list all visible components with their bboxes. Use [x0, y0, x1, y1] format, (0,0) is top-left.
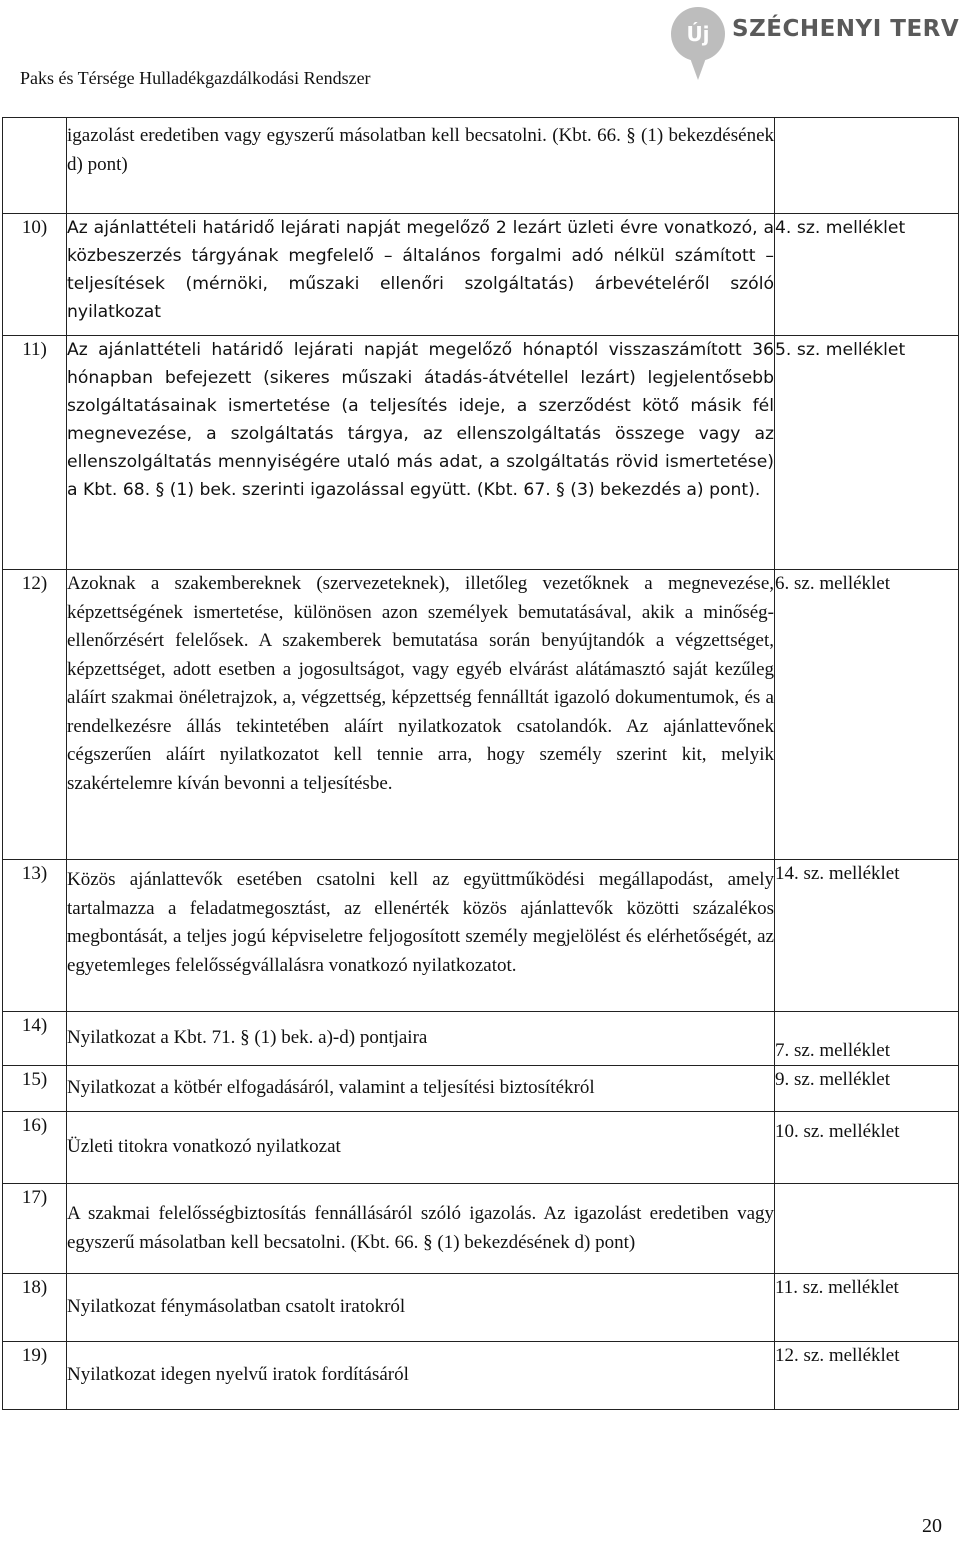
row-text: Nyilatkozat a kötbér elfogadásáról, valamint a teljesítési biztosítékról	[67, 1066, 775, 1112]
row-text: Azoknak a szakembereknek (szervezeteknek), illetőleg vezetőknek a megnevezése, képzettségének ismertetése, különösen azon személyek bemutatásával, akik a minőség-ellenőrzésért felelősek. A szakemberek bemutatása során benyújtandók a végzettséget, képzettséget, adott esetben a jogosultságot, vagy egyéb elvárást alátámasztó saját kezűleg aláírt szakmai önéletrajzok, a, végzettség, képzettség fennálltát igazoló dokumentumok, és a rendelkezésre állás tekintetében aláírt nyilatkozatok csatolandók. Az ajánlattevőnek cégszerűen aláírt nyilatkozatot kell tennie arra, hogy személy szerint kit, melyik szakértelemre kíván bevonni a teljesítésbe.	[67, 570, 775, 860]
row-number: 19)	[3, 1342, 67, 1410]
logo-mark-text: Új	[686, 22, 710, 46]
row-text: Üzleti titokra vonatkozó nyilatkozat	[67, 1112, 775, 1184]
table-row	[3, 570, 959, 860]
row-number: 10)	[3, 214, 67, 336]
row-number	[3, 118, 67, 214]
table-row	[3, 1066, 959, 1112]
row-number: 17)	[3, 1184, 67, 1274]
row-number: 16)	[3, 1112, 67, 1184]
row-text: Közös ajánlattevők esetében csatolni kell az együttműködési megállapodást, amely tartalmazza a feladatmegosztást, az ellenérték közös ajánlattevők közötti százalékos megbontását, a teljes jogú képviseletre feljogosított személy megjelölést és elérhetőségét, az egyetemleges felelősségvállalásra vonatkozó nyilatkozatot.	[67, 860, 775, 1012]
document-title: Paks és Térsége Hulladékgazdálkodási Rendszer	[20, 68, 371, 88]
row-number: 12)	[3, 570, 67, 860]
row-attachment: 4. sz. melléklet	[775, 214, 959, 336]
table-row	[3, 1342, 959, 1410]
row-attachment: 9. sz. melléklet	[775, 1066, 959, 1112]
row-attachment: 5. sz. melléklet	[775, 336, 959, 570]
table-row	[3, 1274, 959, 1342]
row-number: 15)	[3, 1066, 67, 1112]
page-number: 20	[922, 1515, 942, 1537]
row-attachment: 14. sz. melléklet	[775, 860, 959, 1012]
row-number: 11)	[3, 336, 67, 570]
logo-mark-icon	[668, 4, 730, 84]
row-attachment: 12. sz. melléklet	[775, 1342, 959, 1410]
row-text: Az ajánlattételi határidő lejárati napját megelőző 2 lezárt üzleti évre vonatkozó, a közbeszerzés tárgyának megfelelő – általános forgalmi adó nélkül számított – teljesítések (mérnöki, műszaki ellenőri szolgáltatás) árbevételéről szóló nyilatkozat	[67, 214, 775, 336]
row-text: A szakmai felelősségbiztosítás fennállásáról szóló igazolás. Az igazolást eredetiben vagy egyszerű másolatban kell becsatolni. (Kbt. 66. § (1) bekezdésének d) pont)	[67, 1184, 775, 1274]
row-text: Az ajánlattételi határidő lejárati napját megelőző hónaptól visszaszámított 36 hónapban befejezett (sikeres műszaki átadás-átvétellel lezárt) legjelentősebb szolgáltatásainak ismertetése (a teljesítés ideje, a szerződést kötő másik fél megnevezése, a szolgáltatás tárgya, az ellenszolgáltatás összege vagy az ellenszolgáltatás mennyiségére utaló más adat, a szolgáltatás rövid ismertetése) a Kbt. 68. § (1) bek. szerinti igazolással együtt. (Kbt. 67. § (3) bekezdés a) pont).	[67, 336, 775, 570]
table-row	[3, 118, 959, 214]
row-attachment: 10. sz. melléklet	[775, 1112, 959, 1184]
row-text: Nyilatkozat fénymásolatban csatolt iratokról	[67, 1274, 775, 1342]
row-attachment	[775, 1184, 959, 1274]
row-attachment	[775, 118, 959, 214]
row-text: Nyilatkozat a Kbt. 71. § (1) bek. a)-d) pontjaira	[67, 1012, 775, 1066]
logo-text: SZÉCHENYI TERV	[732, 16, 960, 42]
requirements-table	[2, 117, 959, 1410]
table-row	[3, 1184, 959, 1274]
row-attachment: 7. sz. melléklet	[775, 1012, 959, 1066]
table-row	[3, 214, 959, 336]
table-row	[3, 336, 959, 570]
table-row	[3, 860, 959, 1012]
row-text: Nyilatkozat idegen nyelvű iratok fordításáról	[67, 1342, 775, 1410]
row-number: 18)	[3, 1274, 67, 1342]
row-number: 14)	[3, 1012, 67, 1066]
row-attachment: 11. sz. melléklet	[775, 1274, 959, 1342]
table-row	[3, 1012, 959, 1066]
szechenyi-terv-logo	[668, 4, 960, 84]
row-number: 13)	[3, 860, 67, 1012]
row-attachment: 6. sz. melléklet	[775, 570, 959, 860]
table-row	[3, 1112, 959, 1184]
row-text: igazolást eredetiben vagy egyszerű másolatban kell becsatolni. (Kbt. 66. § (1) bekezdésének d) pont)	[67, 118, 775, 214]
